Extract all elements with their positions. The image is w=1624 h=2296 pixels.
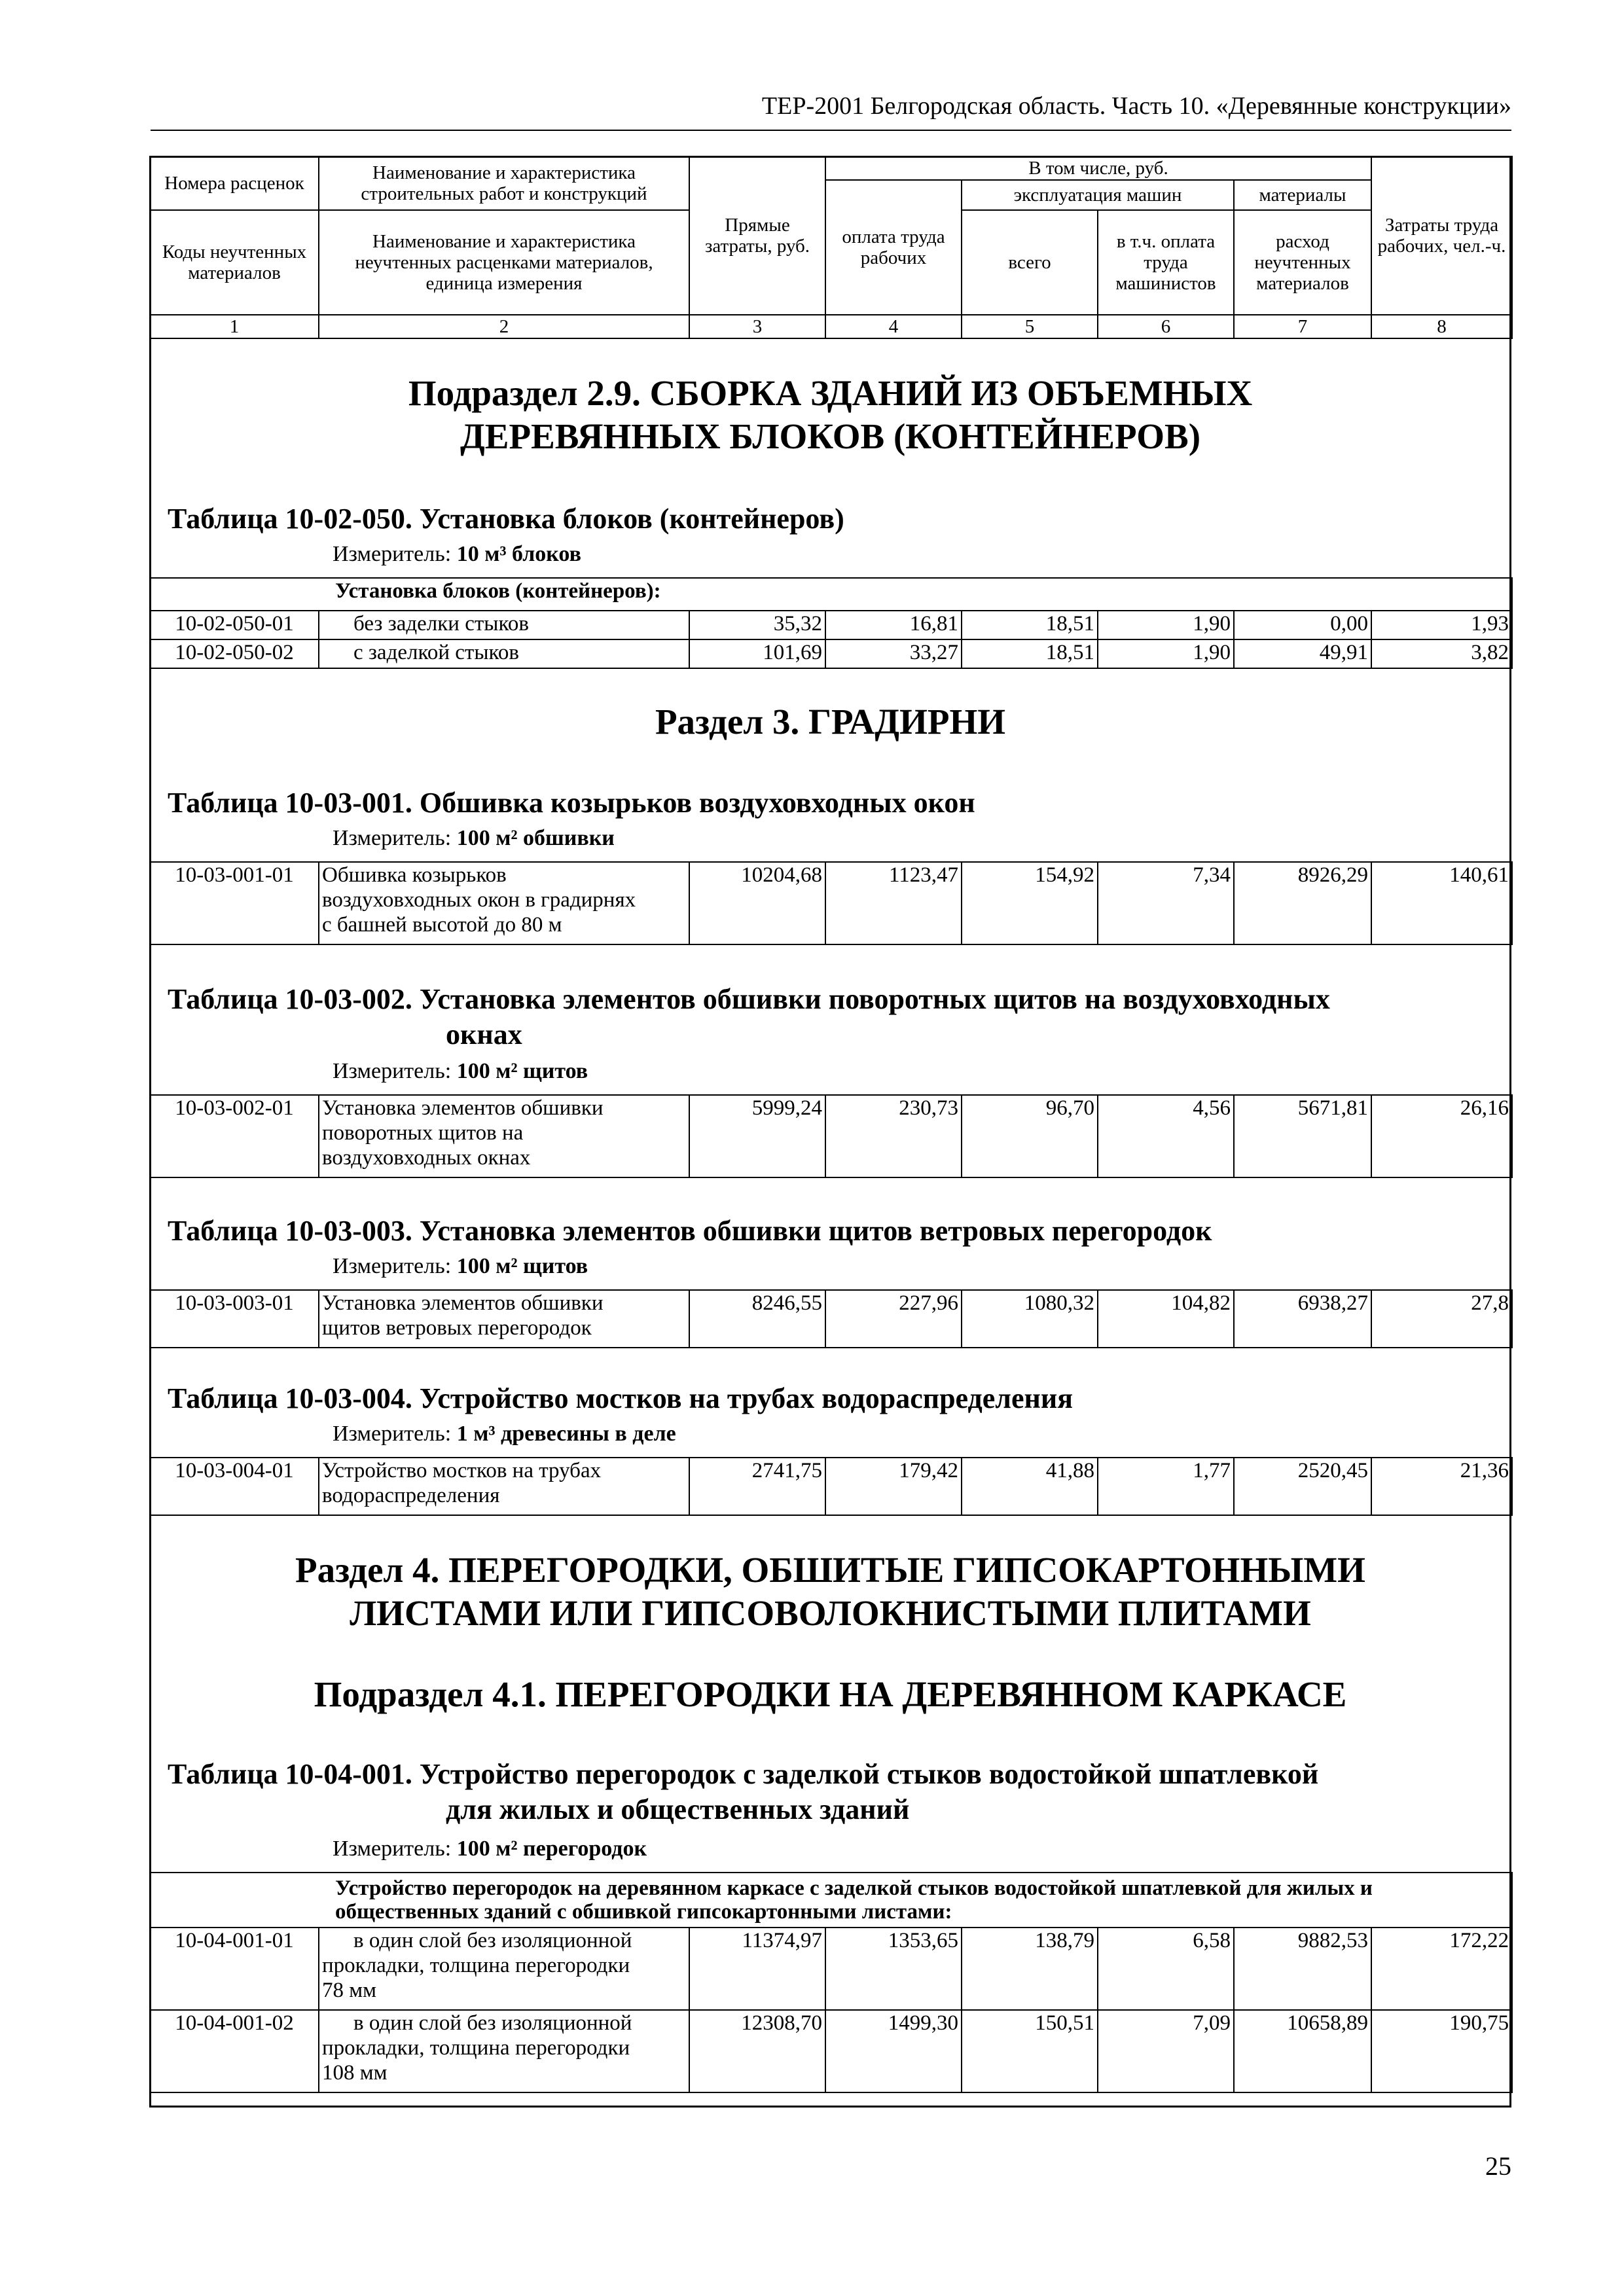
labor-pay: 1499,30 [825,2010,962,2092]
column-header-table [149,156,1513,339]
col8-header: Затраты труда рабочих, чел.-ч. [1371,156,1512,315]
machines-total: 138,79 [962,1928,1098,2010]
col-number: 1 [150,315,319,338]
rate-name: с заделкой стыков [319,639,689,668]
measure-line: Измеритель: 10 м³ блоков [333,542,581,566]
rate-name: без заделки стыков [319,611,689,639]
col-number: 4 [825,315,962,338]
col2-header-bottom: Наименование и характеристика неучтенных расценками материалов, единица измерения [319,210,689,315]
direct-cost: 5999,24 [689,1095,825,1177]
machines-total: 18,51 [962,639,1098,668]
subsection-4-1-heading: Подраздел 4.1. ПЕРЕГОРОДКИ НА ДЕРЕВЯННОМ КАРКАСЕ [314,1674,1347,1714]
rate-name: в один слой без изоляционной прокладки, толщина перегородки 78 мм [319,1928,689,2010]
rates-table [149,1094,1513,1178]
machines-total: 41,88 [962,1458,1098,1515]
direct-cost: 8246,55 [689,1290,825,1348]
labor-pay: 33,27 [825,639,962,668]
materials: 9882,53 [1234,1928,1371,2010]
col-number: 7 [1234,315,1371,338]
operators-pay: 1,77 [1098,1458,1234,1515]
col2-header-top: Наименование и характеристика строительных работ и конструкций [319,156,689,210]
materials: 5671,81 [1234,1095,1371,1177]
labor-hours: 140,61 [1371,862,1512,944]
operators-pay: 7,34 [1098,862,1234,944]
table-row [150,611,1512,639]
table-row [150,1290,1512,1348]
rate-code: 10-04-001-01 [150,1928,319,2010]
col1-header-bottom: Коды неучтенных материалов [150,210,319,315]
labor-hours: 26,16 [1371,1095,1512,1177]
rate-code: 10-03-002-01 [150,1095,319,1177]
machines-total: 1080,32 [962,1290,1098,1348]
direct-cost: 12308,70 [689,2010,825,2092]
col-number: 2 [319,315,689,338]
rate-name: в один слой без изоляционной прокладки, толщина перегородки 108 мм [319,2010,689,2092]
table-row [150,1095,1512,1177]
table-title: Таблица 10-04-001. Устройство перегородок с заделкой стыков водостойкой шпатлевкой для жилых и общественных зданий [168,1758,1319,1825]
col-number: 6 [1098,315,1234,338]
col-number: 5 [962,315,1098,338]
labor-hours: 3,82 [1371,639,1512,668]
table-row [150,862,1512,944]
labor-pay: 1123,47 [825,862,962,944]
direct-cost: 10204,68 [689,862,825,944]
col6-header: в т.ч. оплата труда машинистов [1098,210,1234,315]
operators-pay: 7,09 [1098,2010,1234,2092]
table-title: Таблица 10-02-050. Установка блоков (контейнеров) [168,503,844,535]
operators-pay: 4,56 [1098,1095,1234,1177]
measure-line: Измеритель: 1 м³ древесины в деле [333,1422,676,1446]
operators-pay: 1,90 [1098,611,1234,639]
rates-table [149,1289,1513,1348]
col3-header: Прямые затраты, руб. [689,156,825,315]
table-row [150,2010,1512,2092]
col7-header: расход неучтенных материалов [1234,210,1371,315]
materials: 49,91 [1234,639,1371,668]
labor-pay: 227,96 [825,1290,962,1348]
table-title: Таблица 10-03-004. Устройство мостков на трубах водораспределения [168,1382,1074,1414]
operators-pay: 104,82 [1098,1290,1234,1348]
operators-pay: 6,58 [1098,1928,1234,2010]
labor-pay: 1353,65 [825,1928,962,2010]
rate-code: 10-03-003-01 [150,1290,319,1348]
rate-name: Установка элементов обшивки щитов ветровых перегородок [319,1290,689,1348]
measure-line: Измеритель: 100 м² обшивки [333,826,615,850]
group-row: Установка блоков (контейнеров): [150,578,1512,611]
section-3-heading: Раздел 3. ГРАДИРНИ [655,702,1006,742]
rate-code: 10-03-001-01 [150,862,319,944]
rate-code: 10-03-004-01 [150,1458,319,1515]
header-rule [151,130,1511,131]
page-number: 25 [1485,2151,1511,2181]
machines-header: эксплуатация машин [962,180,1234,210]
table-row [150,639,1512,668]
machines-total: 18,51 [962,611,1098,639]
labor-pay: 230,73 [825,1095,962,1177]
section-4-heading: Раздел 4. ПЕРЕГОРОДКИ, ОБШИТЫЕ ГИПСОКАРТОННЫМИ ЛИСТАМИ ИЛИ ГИПСОВОЛОКНИСТЫМИ ПЛИТАМИ [295,1550,1365,1633]
labor-hours: 172,22 [1371,1928,1512,2010]
labor-hours: 190,75 [1371,2010,1512,2092]
rate-code: 10-04-001-02 [150,2010,319,2092]
direct-cost: 35,32 [689,611,825,639]
labor-hours: 1,93 [1371,611,1512,639]
running-header: ТЕР-2001 Белгородская область. Часть 10. «Деревянные конструкции» [761,92,1511,120]
incl-header: В том числе, руб. [825,156,1371,180]
subsection-2-9-heading: Подраздел 2.9. СБОРКА ЗДАНИЙ ИЗ ОБЪЕМНЫХ ДЕРЕВЯННЫХ БЛОКОВ (КОНТЕЙНЕРОВ) [408,373,1253,456]
rate-code: 10-02-050-02 [150,639,319,668]
rate-code: 10-02-050-01 [150,611,319,639]
col5-header: всего [962,210,1098,315]
table-title: Таблица 10-03-002. Установка элементов обшивки поворотных щитов на воздуховходных окнах [168,983,1330,1050]
materials: 6938,27 [1234,1290,1371,1348]
measure-line: Измеритель: 100 м² щитов [333,1059,588,1083]
materials-header: материалы [1234,180,1371,210]
rate-name: Обшивка козырьков воздуховходных окон в градирнях с башней высотой до 80 м [319,862,689,944]
machines-total: 154,92 [962,862,1098,944]
direct-cost: 2741,75 [689,1458,825,1515]
materials: 0,00 [1234,611,1371,639]
table-title: Таблица 10-03-001. Обшивка козырьков воздуховходных окон [168,787,975,819]
direct-cost: 11374,97 [689,1928,825,2010]
rates-table [149,577,1513,669]
labor-pay: 16,81 [825,611,962,639]
measure-line: Измеритель: 100 м² щитов [333,1254,588,1278]
col-number: 8 [1371,315,1512,338]
group-row: Устройство перегородок на деревянном каркасе с заделкой стыков водостойкой шпатлевкой для жилых и общественных зданий с обшивкой гипсокартонными листами: [150,1873,1512,1928]
labor-pay: 179,42 [825,1458,962,1515]
table-row [150,1458,1512,1515]
operators-pay: 1,90 [1098,639,1234,668]
col1-header-top: Номера расценок [150,156,319,210]
col4-header: оплата труда рабочих [825,180,962,315]
col-number: 3 [689,315,825,338]
direct-cost: 101,69 [689,639,825,668]
materials: 2520,45 [1234,1458,1371,1515]
table-title: Таблица 10-03-003. Установка элементов обшивки щитов ветровых перегородок [168,1215,1212,1247]
rate-name: Установка элементов обшивки поворотных щитов на воздуховходных окнах [319,1095,689,1177]
materials: 8926,29 [1234,862,1371,944]
table-row [150,1928,1512,2010]
labor-hours: 21,36 [1371,1458,1512,1515]
labor-hours: 27,8 [1371,1290,1512,1348]
rate-name: Устройство мостков на трубах водораспределения [319,1458,689,1515]
measure-line: Измеритель: 100 м² перегородок [333,1837,647,1861]
machines-total: 96,70 [962,1095,1098,1177]
rates-table [149,1457,1513,1516]
rates-table [149,861,1513,945]
materials: 10658,89 [1234,2010,1371,2092]
rates-table [149,1872,1513,2093]
machines-total: 150,51 [962,2010,1098,2092]
